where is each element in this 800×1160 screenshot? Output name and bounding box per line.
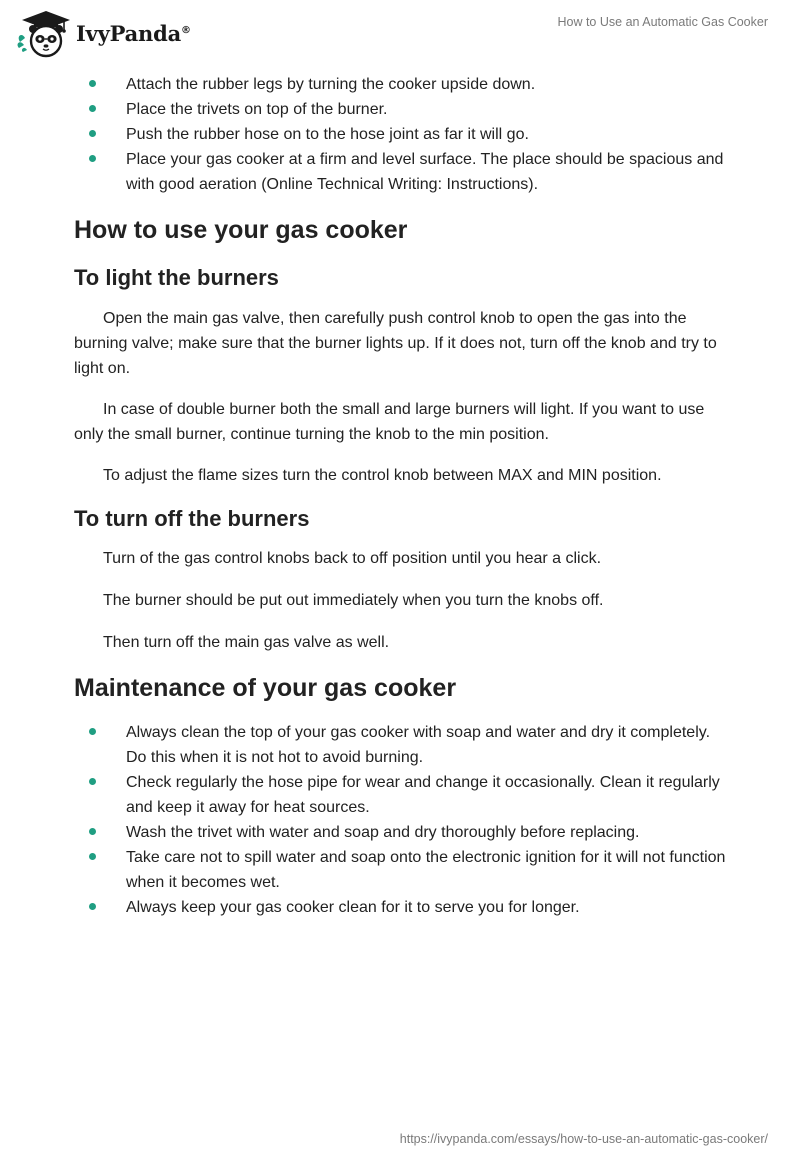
logo-text: IvyPanda®	[76, 20, 191, 46]
page-header	[0, 0, 800, 70]
paragraph-light-2: In case of double burner both the small and large burners will light. If you want to use only the small burner, continue turning the knob to the min position.	[74, 401, 705, 443]
paragraph-light-1: Open the main gas valve, then carefully push control knob to open the gas into the burning valve; make sure that the burner lights up. If it does not, turn off the knob and try to light on.	[74, 310, 717, 377]
bullet-dot-icon	[89, 778, 96, 785]
section-heading-maintenance: Maintenance of your gas cooker	[74, 674, 457, 702]
section-heading-use: How to use your gas cooker	[74, 216, 408, 244]
bullet-dot-icon	[89, 80, 96, 87]
paragraph-off-1: Turn of the gas control knobs back to off position until you hear a click.	[103, 550, 602, 567]
list-item: Place your gas cooker at a firm and level surface. The place should be spacious and with good aeration (Online Technical Writing: Instructions).	[74, 147, 734, 197]
document-title: How to Use an Automatic Gas Cooker	[557, 15, 768, 29]
list-item: Check regularly the hose pipe for wear and change it occasionally. Clean it regularly and keep it away for heat sources.	[74, 770, 734, 820]
panda-graduate-icon	[16, 8, 74, 58]
bullet-dot-icon	[89, 130, 96, 137]
list-item: Push the rubber hose on to the hose joint as far it will go.	[74, 122, 734, 147]
bullet-dot-icon	[89, 853, 96, 860]
bullet-dot-icon	[89, 903, 96, 910]
subheading-turn-off-burners: To turn off the burners	[74, 506, 310, 531]
maintenance-list	[74, 720, 734, 920]
paragraph-off-2: The burner should be put out immediately when you turn the knobs off.	[103, 592, 604, 609]
source-url-link[interactable]: https://ivypanda.com/essays/how-to-use-an-automatic-gas-cooker/	[399, 1132, 768, 1146]
subheading-light-burners: To light the burners	[74, 265, 279, 290]
bullet-dot-icon	[89, 728, 96, 735]
list-item: Attach the rubber legs by turning the cooker upside down.	[74, 72, 734, 97]
document-body	[74, 70, 734, 920]
list-item: Always clean the top of your gas cooker with soap and water and dry it completely. Do this when it is not hot to avoid burning.	[74, 720, 734, 770]
list-item: Take care not to spill water and soap onto the electronic ignition for it will not function when it becomes wet.	[74, 845, 734, 895]
bullet-dot-icon	[89, 828, 96, 835]
paragraph-light-3: To adjust the flame sizes turn the control knob between MAX and MIN position.	[103, 467, 662, 484]
ivypanda-logo[interactable]	[16, 8, 191, 58]
list-item: Place the trivets on top of the burner.	[74, 97, 734, 122]
paragraph-off-3: Then turn off the main gas valve as well.	[103, 634, 390, 651]
setup-list	[74, 72, 734, 197]
list-item: Always keep your gas cooker clean for it to serve you for longer.	[74, 895, 734, 920]
bullet-dot-icon	[89, 155, 96, 162]
bullet-dot-icon	[89, 105, 96, 112]
list-item: Wash the trivet with water and soap and dry thoroughly before replacing.	[74, 820, 734, 845]
